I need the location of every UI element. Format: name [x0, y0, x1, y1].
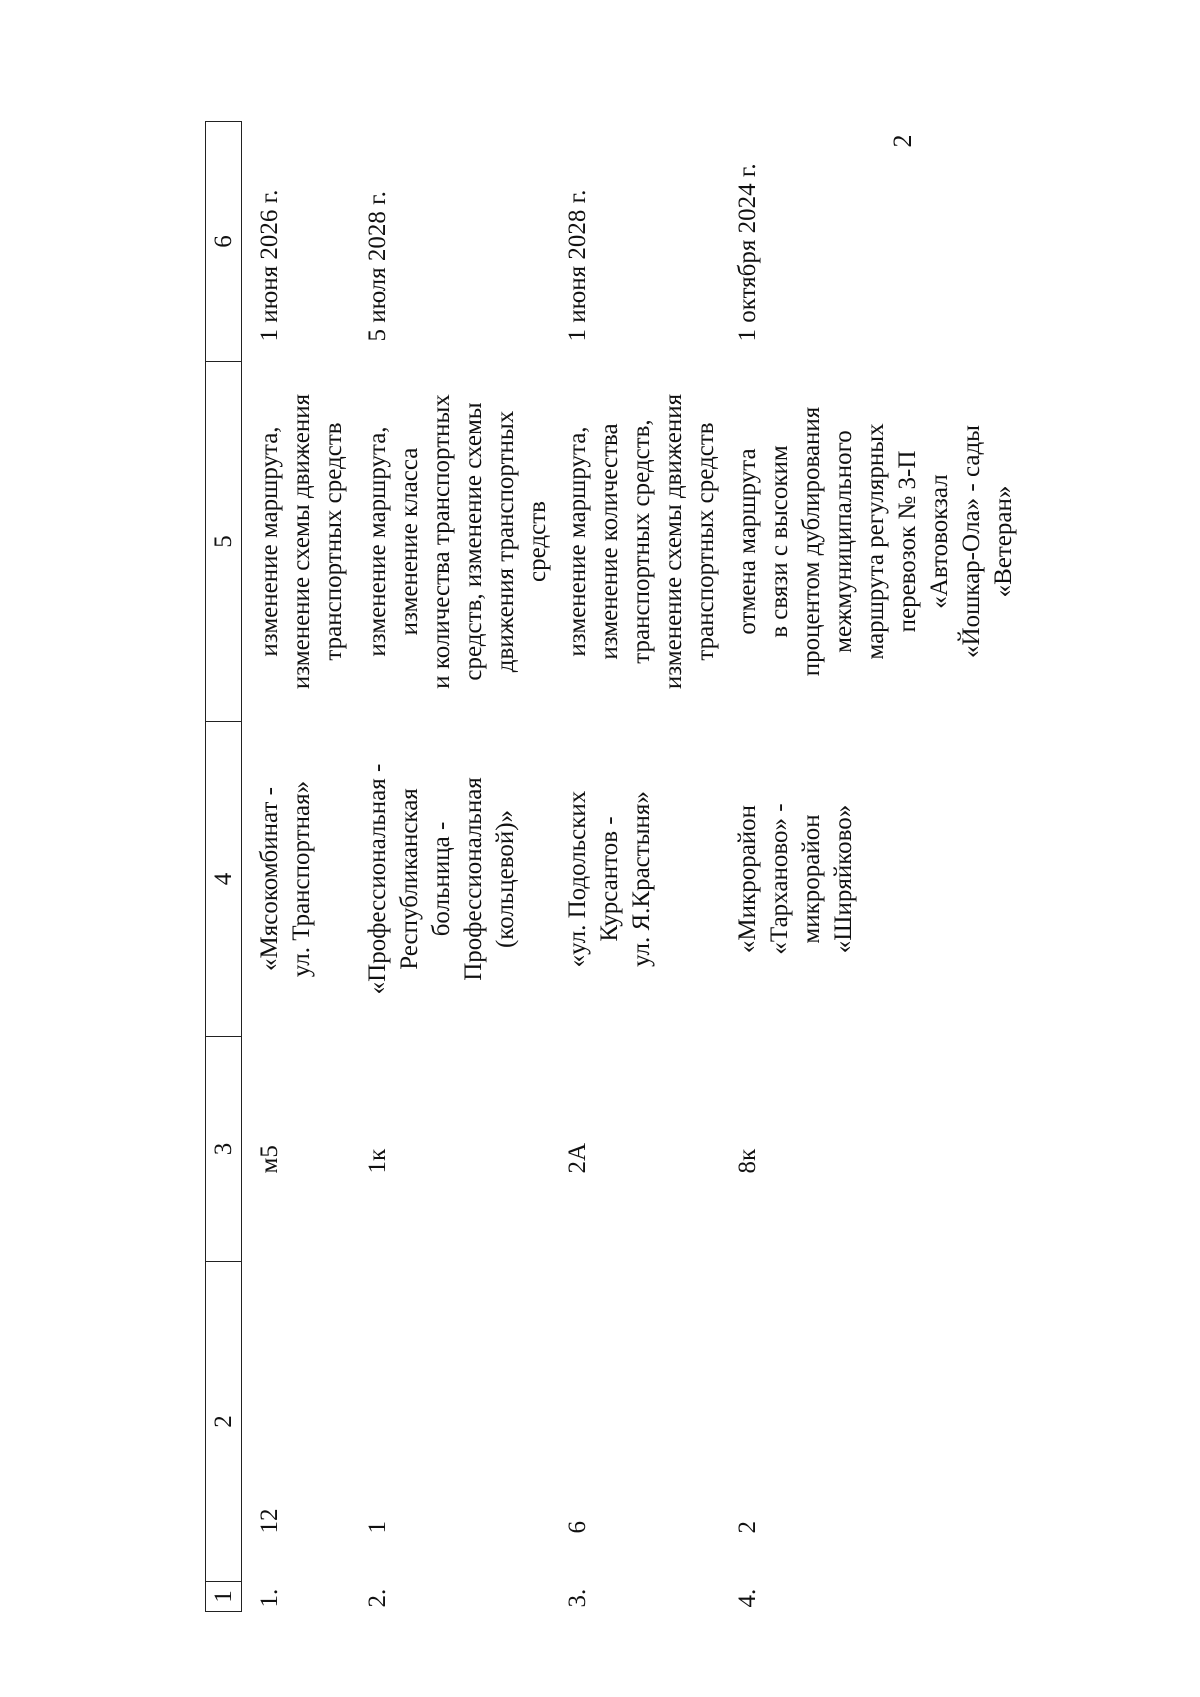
change-description-cell-line: изменение схемы движения	[660, 393, 687, 690]
change-description-cell-line: и количества транспортных	[428, 394, 455, 689]
route-name-cell-line: Профессиональная	[460, 777, 487, 981]
table-row	[242, 122, 360, 1612]
route-name-cell	[554, 722, 722, 1037]
route-name-cell-line: «ул. Подольских	[564, 790, 591, 968]
date-cell: 5 июля 2028 г.	[364, 191, 391, 342]
route-name-cell-line: микрорайон	[798, 814, 825, 944]
row-number-cell: 2.	[364, 1588, 391, 1608]
change-description-cell-line: изменение маршрута,	[564, 426, 591, 657]
route-name-cell-line: «Тарханово» -	[766, 803, 793, 955]
table-row	[554, 122, 722, 1612]
route-name-cell-line: (кольцевой)»	[492, 809, 519, 949]
date-cell: 1 июня 2028 г.	[564, 189, 591, 342]
change-description-cell	[242, 362, 360, 722]
route-number-cell: 1к	[364, 1148, 391, 1174]
row-number-cell: 3.	[564, 1588, 591, 1608]
change-description-cell-line: транспортных средств,	[628, 419, 655, 664]
route-name-cell-line: «Микрорайон	[734, 804, 761, 954]
rotated-table-frame	[205, 122, 1017, 1612]
route-name-cell-line: Курсантов -	[596, 816, 623, 942]
date-cell: 1 октября 2024 г.	[734, 163, 761, 342]
quantity-cell: 12	[256, 1508, 283, 1534]
change-description-cell-line: изменение схемы движения	[288, 393, 315, 690]
quantity-cell: 1	[364, 1521, 391, 1534]
route-name-cell	[242, 722, 360, 1037]
change-description-cell-line: «Автовокзал	[926, 474, 953, 609]
change-description-cell-line: маршрута регулярных	[862, 423, 889, 660]
row-number-cell: 4.	[734, 1588, 761, 1608]
header-col-5: 5	[206, 362, 242, 722]
header-col-4: 4	[206, 722, 242, 1037]
route-number-cell: 8к	[734, 1148, 761, 1174]
table-body	[242, 122, 1021, 1612]
change-description-cell	[359, 362, 554, 722]
change-description-cell	[722, 362, 1020, 722]
route-name-cell-line: Республиканская	[396, 788, 423, 970]
header-col-2: 2	[206, 1262, 242, 1582]
change-description-cell-line: изменение класса	[396, 447, 423, 636]
change-description-cell-line: изменение маршрута,	[364, 426, 391, 657]
route-number-cell: 2А	[564, 1142, 591, 1174]
route-name-cell-line: «Ширяйково»	[830, 804, 857, 954]
header-col-3: 3	[206, 1037, 242, 1262]
date-cell: 1 июня 2026 г.	[256, 189, 283, 342]
change-description-cell-line: транспортных средств	[692, 422, 719, 661]
route-name-cell-line: ул. Транспортная»	[288, 780, 315, 978]
change-description-cell-line: «Йошкар-Ола» - сады	[958, 425, 985, 658]
change-description-cell-line: транспортных средств	[320, 422, 347, 661]
header-col-1: 1	[206, 1582, 242, 1612]
header-col-6: 6	[206, 122, 242, 362]
route-number-cell: м5	[256, 1145, 283, 1174]
change-description-cell-line: межмуниципального	[830, 430, 857, 653]
routes-table	[205, 121, 1020, 1612]
quantity-cell: 2	[734, 1521, 761, 1534]
route-name-cell	[359, 722, 554, 1037]
route-name-cell	[722, 722, 1020, 1037]
change-description-cell-line: движения транспортных	[492, 410, 519, 673]
route-name-cell-line: «Профессиональная -	[364, 763, 391, 995]
change-description-cell-line: перевозок № 3-П	[894, 450, 921, 633]
change-description-cell-line: в связи с высоким	[766, 445, 793, 638]
change-description-cell-line: процентом дублирования	[798, 406, 825, 677]
change-description-cell-line: «Ветеран»	[990, 485, 1017, 598]
table-row	[359, 122, 554, 1612]
quantity-cell: 6	[564, 1521, 591, 1534]
page-number: 2	[888, 134, 917, 148]
route-name-cell-line: ул. Я.Крастыня»	[628, 791, 655, 967]
table-row	[722, 122, 1020, 1612]
route-name-cell-line: «Мясокомбинат -	[256, 787, 283, 971]
change-description-cell-line: средств, изменение схемы	[460, 402, 487, 681]
change-description-cell-line: отмена маршрута	[734, 448, 761, 635]
route-name-cell-line: больница -	[428, 821, 455, 937]
change-description-cell-line: изменение маршрута,	[256, 426, 283, 657]
change-description-cell-line: средств	[524, 501, 551, 582]
row-number-cell: 1.	[256, 1588, 283, 1608]
change-description-cell	[554, 362, 722, 722]
change-description-cell-line: изменение количества	[596, 423, 623, 660]
header-row	[206, 122, 242, 1612]
